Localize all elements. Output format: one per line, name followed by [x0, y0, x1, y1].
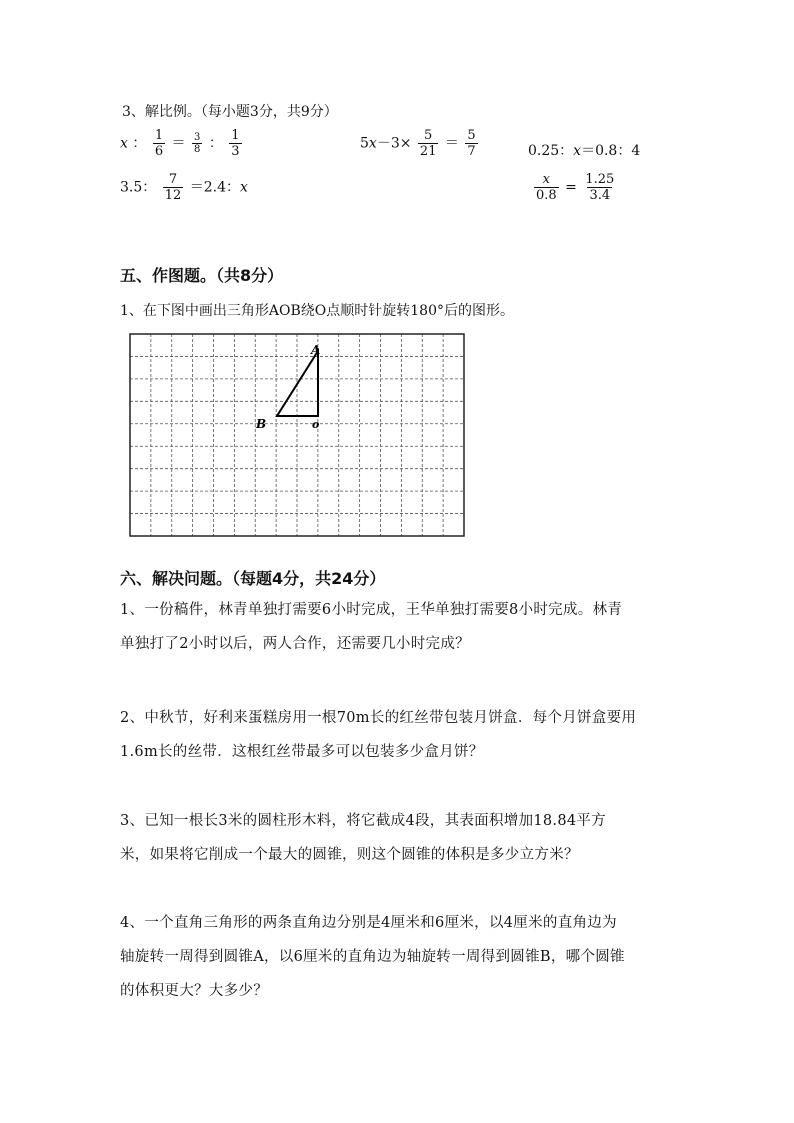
label-b: B [256, 417, 267, 431]
eq1-f3-num: 1 [231, 128, 240, 143]
problem-2-line-1: 2、中秋节，好利来蛋糕房用一根70m长的红丝带包装月饼盒．每个月饼盒要用 [120, 710, 637, 726]
eq4-var: x [239, 179, 248, 196]
eq1-f1-num: 1 [154, 128, 164, 143]
problem-3-line-1: 3、已知一根长3米的圆柱形木料，将它截成4段，其表面积增加18.84平方 [120, 813, 606, 829]
eq2-f2-den: 7 [467, 144, 476, 159]
eq5-equals: = [565, 179, 577, 196]
eq2-prefix: 5 [360, 135, 369, 152]
problem-3 [120, 804, 680, 872]
proportion-eq-5 [532, 172, 618, 203]
eq5-fraction-1 [534, 172, 559, 203]
problem-1-line-2: 单独打了2小时以后，两人合作，还需要几小时完成？ [120, 636, 470, 652]
eq4-part-b: ＝2.4： [189, 179, 240, 196]
section3-title: 3、解比例。（每小题3分，共9分） [122, 104, 338, 120]
proportion-eq-4 [120, 172, 248, 203]
eq1-f2-den: 8 [194, 144, 201, 155]
eq1-f1-den: 6 [154, 144, 164, 159]
section5-question-1: 1、在下图中画出三角形AOB绕O点顺时针旋转180°后的图形。 [120, 303, 514, 319]
eq2-f2-num: 5 [467, 128, 476, 143]
section5-heading: 五、作图题。（共8分） [120, 266, 284, 285]
eq4-f1-den: 12 [164, 188, 182, 203]
proportion-eq-2 [360, 128, 480, 159]
eq1-fraction-2 [192, 132, 202, 155]
eq3-part-b: ＝0.8：4 [581, 143, 641, 159]
problem-4-line-1: 4、一个直角三角形的两条直角边分别是4厘米和6厘米，以4厘米的直角边为 [120, 915, 617, 931]
proportion-eq-3 [528, 140, 640, 160]
eq3-part-a: 0.25： [528, 143, 574, 159]
eq2-minus: －3× [376, 135, 412, 152]
triangle-aob [277, 351, 318, 416]
problem-3-line-2: 米，如果将它削成一个最大的圆锥，则这个圆锥的体积是多少立方米？ [120, 847, 579, 863]
proportion-eq-1 [120, 128, 244, 159]
problem-4 [120, 906, 680, 1008]
eq2-f1-den: 21 [419, 144, 437, 159]
eq1-var: x [120, 135, 128, 152]
eq5-f2-num: 1.25 [585, 172, 615, 187]
eq2-var: x [368, 135, 377, 152]
eq2-equals: ＝ [444, 135, 459, 152]
eq5-f1-num: x [542, 172, 551, 187]
problem-2 [120, 701, 680, 769]
section6-heading: 六、解决问题。（每题4分，共24分） [120, 569, 386, 588]
eq1-f2-num: 3 [194, 132, 201, 143]
eq4-f1-num: 7 [168, 172, 178, 187]
eq1-colon1: ： [132, 135, 147, 152]
problem-1-line-1: 1、一份稿件，林青单独打需要6小时完成，王华单独打需要8小时完成。林青 [120, 602, 623, 618]
eq5-fraction-2 [583, 172, 616, 203]
eq4-part-a: 3.5： [120, 179, 157, 196]
eq1-f3-den: 3 [231, 144, 240, 159]
problem-4-line-2: 轴旋转一周得到圆锥A，以6厘米的直角边为轴旋转一周得到圆锥B，哪个圆锥 [120, 949, 625, 965]
eq1-colon2: ： [208, 135, 223, 152]
eq5-f1-den: 0.8 [536, 188, 557, 203]
eq5-f2-den: 3.4 [589, 188, 611, 203]
problem-4-line-3: 的体积更大？大多少？ [120, 983, 268, 999]
problem-1 [120, 593, 680, 661]
label-o: o [312, 418, 320, 431]
problem-2-line-2: 1.6m长的丝带．这根红丝带最多可以包装多少盒月饼？ [120, 744, 484, 760]
eq2-fraction-2 [465, 128, 477, 159]
label-a: A [311, 343, 321, 357]
eq1-equals: ＝ [171, 135, 186, 152]
eq3-var: x [573, 143, 582, 159]
eq2-fraction-1 [418, 128, 439, 159]
eq4-fraction [163, 172, 184, 203]
eq1-fraction-1 [153, 128, 165, 159]
eq2-f1-num: 5 [424, 128, 433, 143]
eq1-fraction-3 [229, 128, 241, 159]
rotation-grid [128, 332, 468, 538]
